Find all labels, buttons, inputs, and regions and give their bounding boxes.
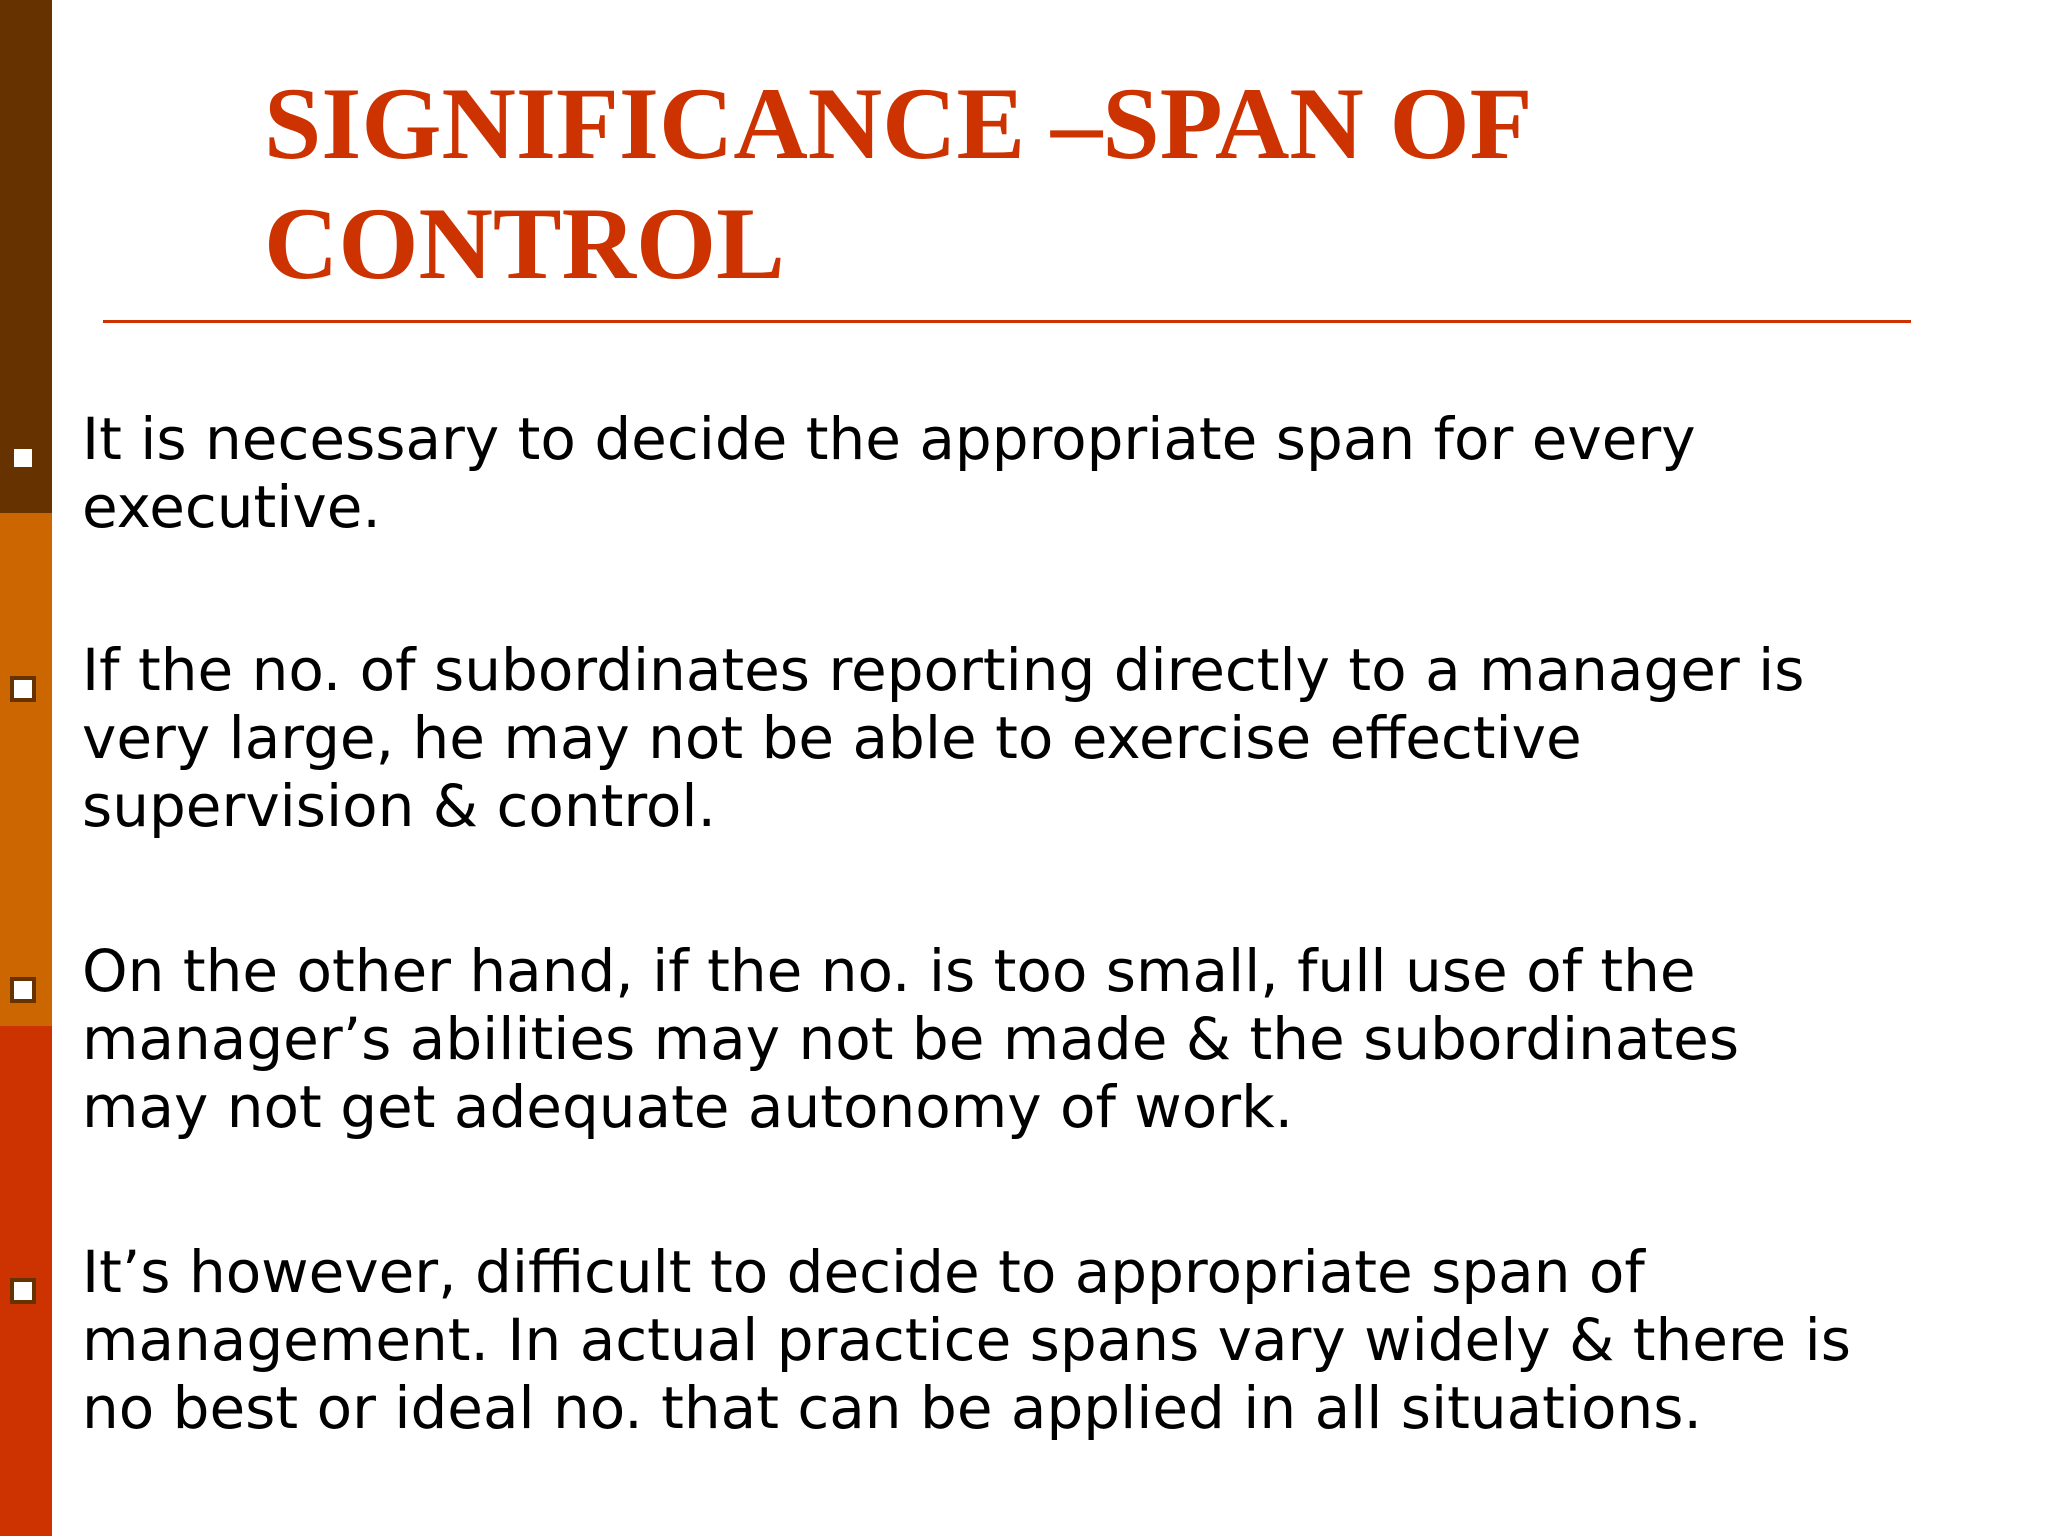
bullet-text: If the no. of subordinates reporting directly to a manager is very large, he may not be able to exercise effective supervision & control. [82, 636, 1805, 840]
hollow-square-bullet-icon [10, 676, 36, 702]
side-bar-segment-orange [0, 513, 52, 1026]
side-bar-segment-brown [0, 0, 52, 513]
hollow-square-bullet-icon [10, 977, 36, 1003]
bullet-text: On the other hand, if the no. is too small, full use of the manager’s abilities may not be made & the subordinates may not get adequate autonomy of work. [82, 937, 1740, 1141]
decorative-side-bar [0, 0, 52, 1536]
title-divider [103, 320, 1911, 323]
bullet-text: It’s however, difficult to decide to appropriate span of management. In actual practice spans vary widely & there is no best or ideal no. that can be applied in all situations. [82, 1238, 1851, 1442]
slide-title: SIGNIFICANCE –SPAN OF CONTROL [264, 67, 1529, 301]
bullet-text: It is necessary to decide the appropriate span for every executive. [82, 405, 1696, 541]
hollow-square-bullet-icon [10, 445, 36, 471]
hollow-square-bullet-icon [10, 1278, 36, 1304]
